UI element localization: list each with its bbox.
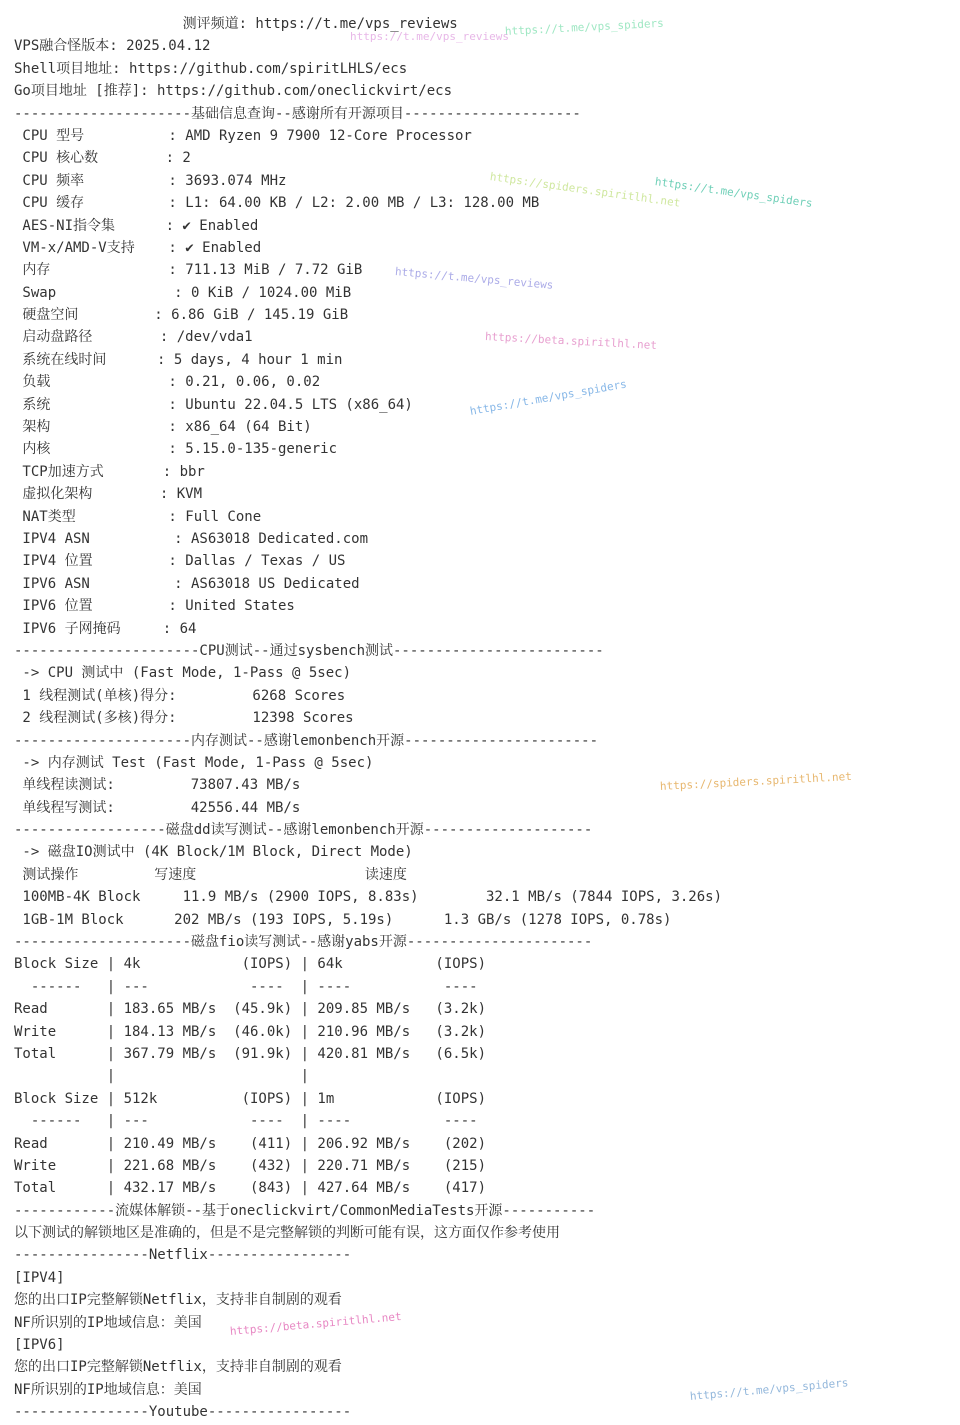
- terminal-line: Total | 432.17 MB/s (843) | 427.64 MB/s (417): [14, 1180, 487, 1197]
- terminal-line: IPV6 位置 : United States: [14, 598, 295, 615]
- terminal-line: 系统在线时间 : 5 days, 4 hour 1 min: [14, 351, 343, 368]
- terminal-line: 单线程读测试: 73807.43 MB/s: [14, 777, 301, 794]
- terminal-line: 启动盘路径 : /dev/vda1: [14, 329, 253, 346]
- terminal-line: Total | 367.79 MB/s (91.9k) | 420.81 MB/s (6.5k): [14, 1045, 487, 1062]
- terminal-line: IPV6 ASN : AS63018 US Dedicated: [14, 575, 360, 592]
- terminal-line: Shell项目地址: https://github.com/spiritLHLS/ecs: [14, 60, 408, 77]
- watermark-text: https://beta.spiritlhl.net: [229, 1310, 403, 1338]
- terminal-line: Write | 221.68 MB/s (432) | 220.71 MB/s (215): [14, 1157, 487, 1174]
- terminal-line: CPU 型号 : AMD Ryzen 9 7900 12-Core Processor: [14, 127, 472, 144]
- terminal-line: IPV4 位置 : Dallas / Texas / US: [14, 553, 346, 570]
- terminal-line: 测试操作 写速度 读速度: [14, 866, 407, 883]
- terminal-line: 100MB-4K Block 11.9 MB/s (2900 IOPS, 8.83s) 32.1 MB/s (7844 IOPS, 3.26s): [14, 889, 723, 906]
- terminal-line: 1GB-1M Block 202 MB/s (193 IOPS, 5.19s) 1.3 GB/s (1278 IOPS, 0.78s): [14, 911, 672, 928]
- terminal-line: ---------------------磁盘fio读写测试--感谢yabs开源----------------------: [14, 934, 593, 951]
- terminal-line: TCP加速方式 : bbr: [14, 463, 205, 480]
- terminal-line: Block Size | 512k (IOPS) | 1m (IOPS): [14, 1090, 487, 1107]
- terminal-line: ------------流媒体解锁--基于oneclickvirt/CommonMediaTests开源-----------: [14, 1202, 596, 1219]
- terminal-line: CPU 核心数 : 2: [14, 150, 191, 167]
- terminal-line: 以下测试的解锁地区是准确的，但是不是完整解锁的判断可能有误，这方面仅作参考使用: [14, 1225, 560, 1242]
- terminal-line: IPV6 子网掩码 : 64: [14, 620, 197, 637]
- terminal-line: ------ | --- ---- | ---- ----: [14, 978, 478, 995]
- terminal-line: 架构 : x86_64 (64 Bit): [14, 419, 312, 436]
- terminal-line: ---------------------内存测试--感谢lemonbench开源-----------------------: [14, 732, 599, 749]
- terminal-line: 负载 : 0.21, 0.06, 0.02: [14, 374, 321, 391]
- terminal-line: IPV4 ASN : AS63018 Dedicated.com: [14, 530, 369, 547]
- terminal-line: VM-x/AMD-V支持 : ✔ Enabled: [14, 239, 262, 256]
- watermark-text: https://t.me/vps_reviews: [350, 30, 509, 43]
- terminal-line: ----------------Netflix-----------------: [14, 1247, 352, 1264]
- terminal-line: NF所识别的IP地域信息：美国: [14, 1314, 202, 1331]
- terminal-line: -> CPU 测试中 (Fast Mode, 1-Pass @ 5sec): [14, 665, 352, 682]
- terminal-line: 您的出口IP完整解锁Netflix，支持非自制剧的观看: [14, 1292, 342, 1309]
- terminal-line: NAT类型 : Full Cone: [14, 508, 262, 525]
- terminal-line: 单线程写测试: 42556.44 MB/s: [14, 799, 301, 816]
- terminal-line: -> 内存测试 Test (Fast Mode, 1-Pass @ 5sec): [14, 754, 374, 771]
- watermark-text: https://beta.spiritlhl.net: [484, 330, 658, 353]
- terminal-line: 内存 : 711.13 MiB / 7.72 GiB: [14, 262, 363, 279]
- terminal-line: 2 线程测试(多核)得分: 12398 Scores: [14, 710, 354, 727]
- terminal-line: ---------------------基础信息查询--感谢所有开源项目---------------------: [14, 105, 581, 122]
- watermark-text: https://spiders.spiritlhl.net: [489, 170, 682, 210]
- watermark-text: https://t.me/vps_spiders: [504, 16, 665, 38]
- terminal-line: Go项目地址 [推荐]: https://github.com/oneclickvirt/ecs: [14, 83, 453, 100]
- terminal-line: 硬盘空间 : 6.86 GiB / 145.19 GiB: [14, 307, 349, 324]
- terminal-line: 系统 : Ubuntu 22.04.5 LTS (x86_64): [14, 396, 413, 413]
- watermark-text: https://t.me/vps_spiders: [468, 377, 628, 418]
- terminal-line: Read | 210.49 MB/s (411) | 206.92 MB/s (202): [14, 1135, 487, 1152]
- watermark-text: https://t.me/vps_reviews: [394, 265, 554, 292]
- terminal-line: ------------------磁盘dd读写测试--感谢lemonbench开源--------------------: [14, 822, 593, 839]
- watermark-text: https://spiders.spiritlhl.net: [659, 769, 853, 793]
- watermark-text: https://t.me/vps_spiders: [689, 1376, 849, 1403]
- terminal-line: 内核 : 5.15.0-135-generic: [14, 441, 338, 458]
- terminal-line: CPU 频率 : 3693.074 MHz: [14, 172, 287, 189]
- terminal-line: VPS融合怪版本: 2025.04.12: [14, 38, 211, 55]
- terminal-line: Read | 183.65 MB/s (45.9k) | 209.85 MB/s (3.2k): [14, 1001, 487, 1018]
- watermark-text: https://t.me/vps_spiders: [654, 175, 814, 211]
- terminal-line: 1 线程测试(单核)得分: 6268 Scores: [14, 687, 346, 704]
- terminal-line: ----------------------CPU测试--通过sysbench测试-------------------------: [14, 642, 604, 659]
- terminal-line: ------ | --- ---- | ---- ----: [14, 1113, 478, 1130]
- terminal-line: -> 磁盘IO测试中 (4K Block/1M Block, Direct Mode): [14, 844, 413, 861]
- terminal-output: [14, 13, 954, 1424]
- terminal-line: NF所识别的IP地域信息：美国: [14, 1381, 202, 1398]
- terminal-line: 测评频道: https://t.me/vps_reviews: [14, 16, 458, 32]
- terminal-line: ----------------Youtube-----------------: [14, 1404, 352, 1421]
- terminal-line: Block Size | 4k (IOPS) | 64k (IOPS): [14, 956, 487, 973]
- terminal-line: Write | 184.13 MB/s (46.0k) | 210.96 MB/s (3.2k): [14, 1023, 487, 1040]
- terminal-line: CPU 缓存 : L1: 64.00 KB / L2: 2.00 MB / L3: 128.00 MB: [14, 195, 540, 212]
- terminal-line: Swap : 0 KiB / 1024.00 MiB: [14, 284, 352, 301]
- terminal-line: [IPV6]: [14, 1337, 65, 1354]
- terminal-line: | |: [14, 1068, 310, 1085]
- terminal-line: 虚拟化架构 : KVM: [14, 486, 203, 503]
- terminal-line: [IPV4]: [14, 1269, 65, 1286]
- terminal-line: AES-NI指令集 : ✔ Enabled: [14, 217, 259, 234]
- terminal-line: 您的出口IP完整解锁Netflix，支持非自制剧的观看: [14, 1359, 342, 1376]
